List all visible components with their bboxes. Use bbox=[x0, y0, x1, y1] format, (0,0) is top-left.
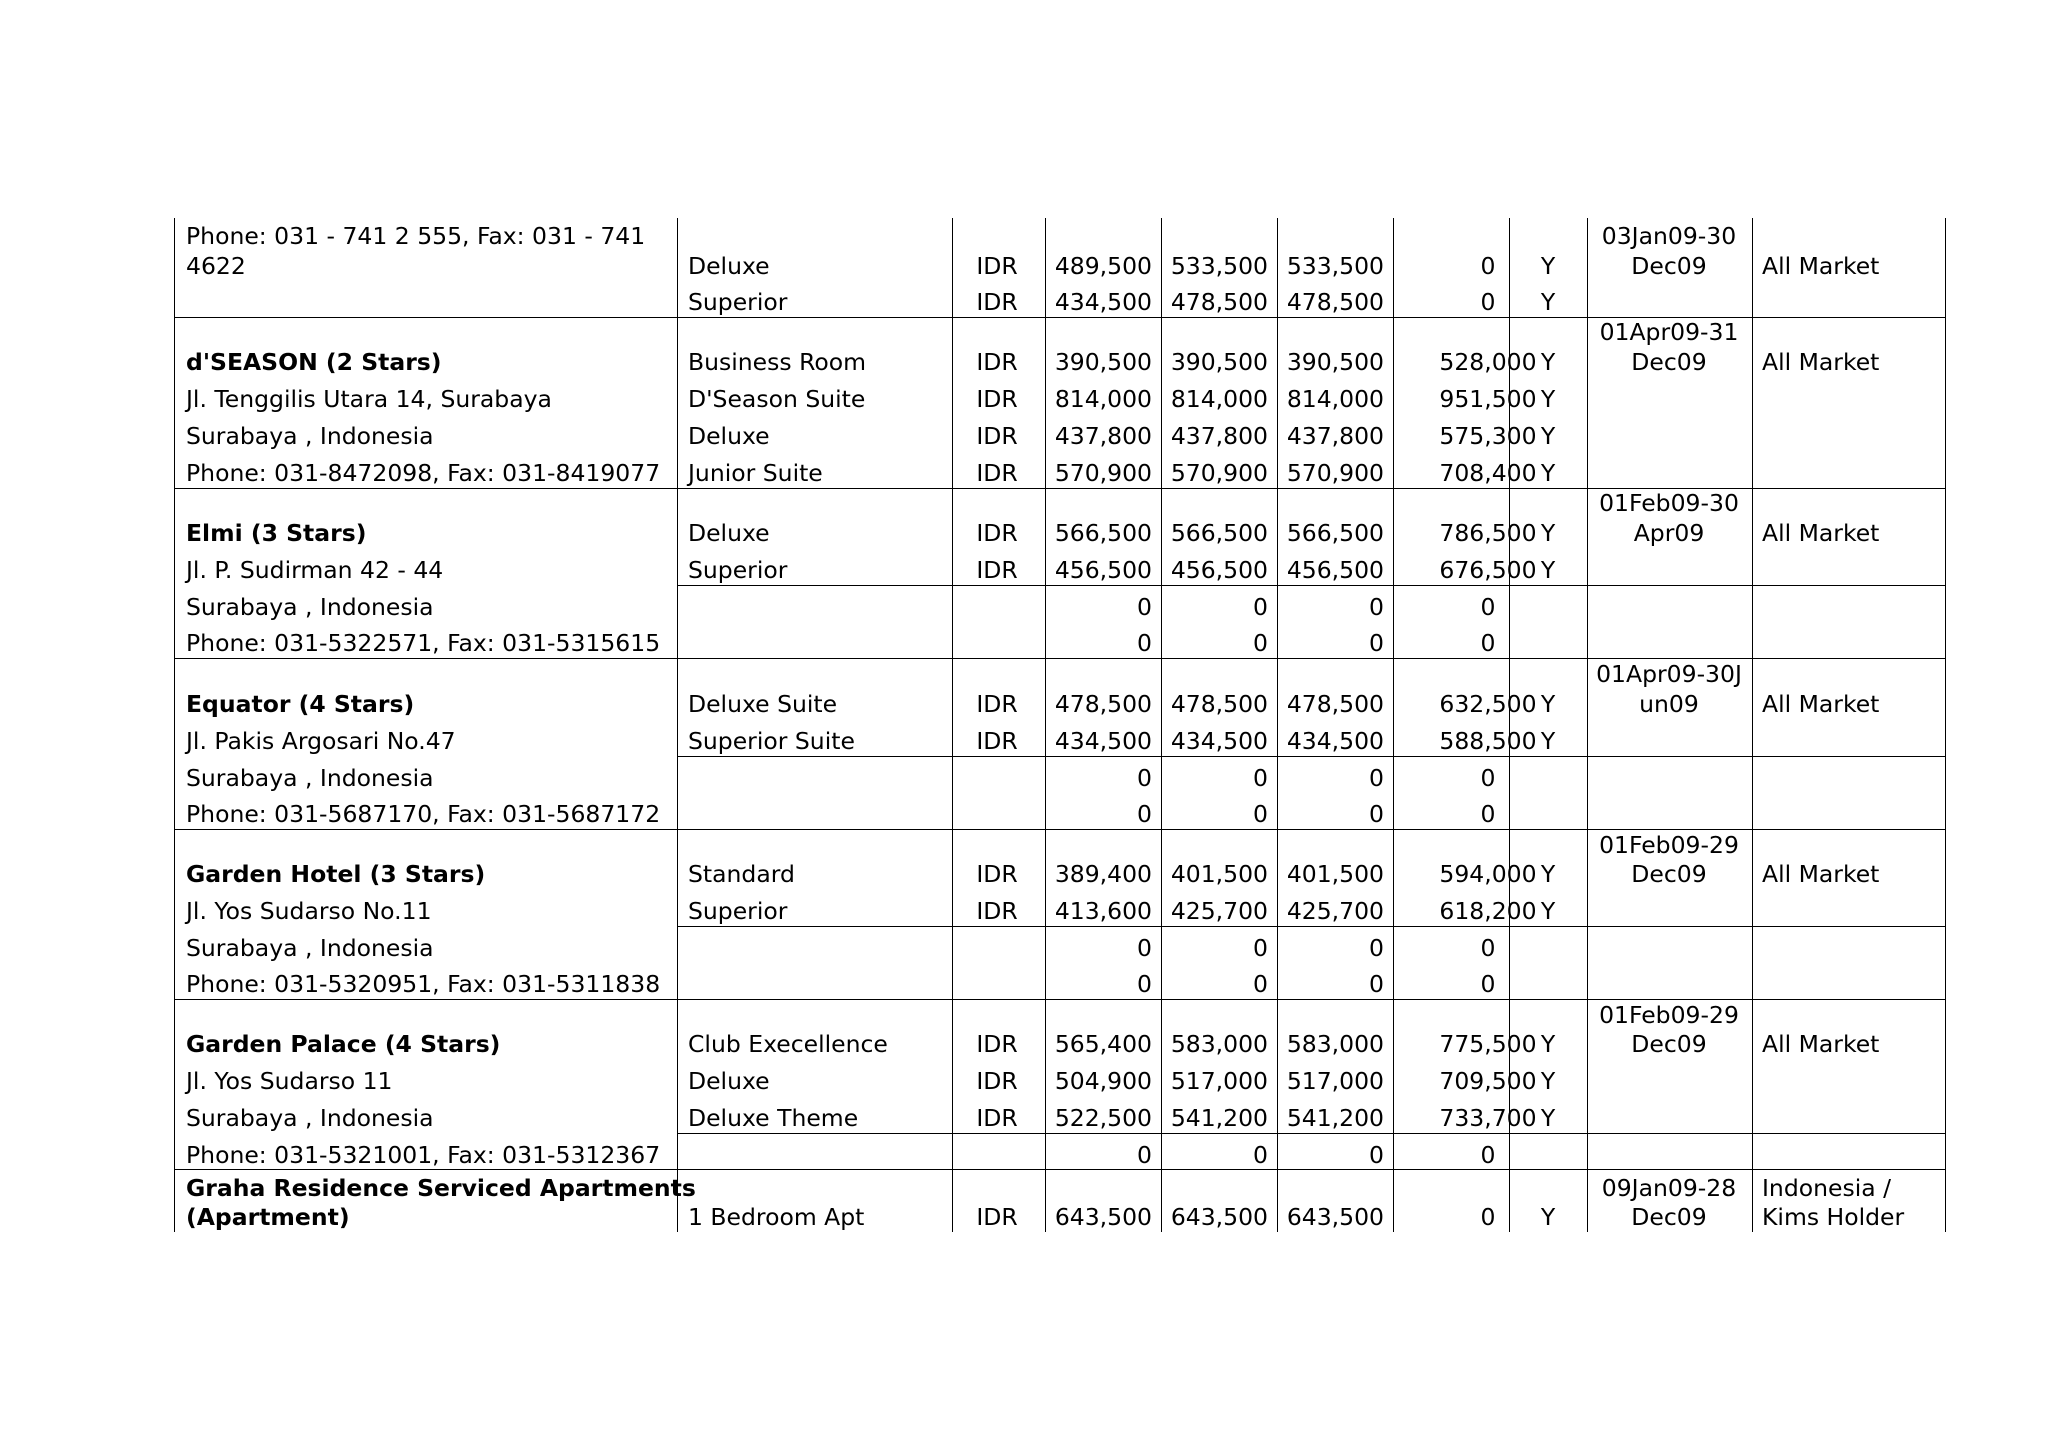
validity-period: 01Feb09-30 bbox=[1599, 489, 1739, 517]
rate-double: 643,500 bbox=[1170, 1203, 1268, 1231]
breakfast-flag: Y bbox=[1540, 556, 1556, 584]
rate-double: 0 bbox=[1253, 593, 1268, 621]
market-scope: All Market bbox=[1762, 252, 1880, 280]
rate-single: 0 bbox=[1137, 593, 1152, 621]
rate-twin: 643,500 bbox=[1286, 1203, 1384, 1231]
room-type: Superior bbox=[688, 288, 788, 316]
rate-double: 541,200 bbox=[1170, 1104, 1268, 1132]
rate-single: 478,500 bbox=[1054, 690, 1152, 718]
hotel-info-line: Jl. Yos Sudarso 11 bbox=[186, 1067, 393, 1095]
currency: IDR bbox=[976, 1203, 1018, 1231]
breakfast-flag: Y bbox=[1540, 422, 1556, 450]
rate-double: 401,500 bbox=[1170, 860, 1268, 888]
currency: IDR bbox=[976, 459, 1018, 487]
currency: IDR bbox=[976, 422, 1018, 450]
rate-extra: 632,500 bbox=[1439, 690, 1537, 718]
rate-single: 643,500 bbox=[1054, 1203, 1152, 1231]
rate-twin: 0 bbox=[1369, 1141, 1384, 1169]
rate-twin: 0 bbox=[1369, 629, 1384, 657]
breakfast-flag: Y bbox=[1540, 252, 1556, 280]
validity-period: 09Jan09-28 bbox=[1601, 1174, 1737, 1202]
rate-extra: 0 bbox=[1480, 764, 1496, 792]
rate-single: 0 bbox=[1137, 764, 1152, 792]
rate-extra: 709,500 bbox=[1439, 1067, 1537, 1095]
rate-single: 413,600 bbox=[1054, 897, 1152, 925]
rate-twin: 0 bbox=[1369, 970, 1384, 998]
breakfast-flag: Y bbox=[1540, 1203, 1556, 1231]
rate-twin: 566,500 bbox=[1286, 519, 1384, 547]
room-type: 1 Bedroom Apt bbox=[688, 1203, 865, 1231]
market-scope: Indonesia / bbox=[1762, 1174, 1892, 1202]
rate-extra: 0 bbox=[1480, 288, 1496, 316]
validity-period: 01Feb09-29 bbox=[1599, 1001, 1739, 1029]
hotel-info-line: Garden Hotel (3 Stars) bbox=[186, 860, 486, 888]
rate-double: 390,500 bbox=[1170, 348, 1268, 376]
rate-twin: 533,500 bbox=[1286, 252, 1384, 280]
hotel-info-line: Phone: 031-5321001, Fax: 031-5312367 bbox=[186, 1141, 661, 1169]
currency: IDR bbox=[976, 252, 1018, 280]
rate-single: 566,500 bbox=[1054, 519, 1152, 547]
market-scope: Kims Holder bbox=[1762, 1203, 1905, 1231]
rate-single: 434,500 bbox=[1054, 288, 1152, 316]
column-rule bbox=[174, 218, 175, 1232]
rate-double: 583,000 bbox=[1170, 1030, 1268, 1058]
room-type: Deluxe bbox=[688, 252, 770, 280]
rate-double: 0 bbox=[1253, 1141, 1268, 1169]
breakfast-flag: Y bbox=[1540, 1067, 1556, 1095]
rate-double: 0 bbox=[1253, 934, 1268, 962]
rate-extra: 708,400 bbox=[1439, 459, 1537, 487]
hotel-info-line: Phone: 031-5320951, Fax: 031-5311838 bbox=[186, 970, 661, 998]
hotel-info-line: 4622 bbox=[186, 252, 246, 280]
rate-single: 456,500 bbox=[1054, 556, 1152, 584]
room-type: Deluxe bbox=[688, 519, 770, 547]
rate-extra: 0 bbox=[1480, 252, 1496, 280]
rate-extra: 0 bbox=[1480, 800, 1496, 828]
rate-single: 504,900 bbox=[1054, 1067, 1152, 1095]
currency: IDR bbox=[976, 1067, 1018, 1095]
market-scope: All Market bbox=[1762, 1030, 1880, 1058]
hotel-info-line: (Apartment) bbox=[186, 1203, 350, 1231]
room-type: Deluxe bbox=[688, 1067, 770, 1095]
currency: IDR bbox=[976, 690, 1018, 718]
validity-period: Dec09 bbox=[1631, 860, 1707, 888]
currency: IDR bbox=[976, 348, 1018, 376]
rate-twin: 517,000 bbox=[1286, 1067, 1384, 1095]
rate-extra: 0 bbox=[1480, 1203, 1496, 1231]
rate-double: 570,900 bbox=[1170, 459, 1268, 487]
rate-double: 425,700 bbox=[1170, 897, 1268, 925]
room-type: Superior Suite bbox=[688, 727, 855, 755]
room-type: Business Room bbox=[688, 348, 867, 376]
hotel-info-line: Garden Palace (4 Stars) bbox=[186, 1030, 501, 1058]
currency: IDR bbox=[976, 860, 1018, 888]
rate-double: 478,500 bbox=[1170, 288, 1268, 316]
breakfast-flag: Y bbox=[1540, 727, 1556, 755]
validity-period: 01Feb09-29 bbox=[1599, 831, 1739, 859]
rate-extra: 528,000 bbox=[1439, 348, 1537, 376]
rate-twin: 0 bbox=[1369, 764, 1384, 792]
market-scope: All Market bbox=[1762, 348, 1880, 376]
rate-single: 0 bbox=[1137, 800, 1152, 828]
rate-double: 456,500 bbox=[1170, 556, 1268, 584]
room-type: Deluxe Suite bbox=[688, 690, 838, 718]
breakfast-flag: Y bbox=[1540, 288, 1556, 316]
column-rule bbox=[677, 218, 678, 1232]
rate-single: 0 bbox=[1137, 970, 1152, 998]
breakfast-flag: Y bbox=[1540, 1104, 1556, 1132]
rate-double: 0 bbox=[1253, 764, 1268, 792]
rate-twin: 478,500 bbox=[1286, 690, 1384, 718]
rate-double: 434,500 bbox=[1170, 727, 1268, 755]
validity-period: Dec09 bbox=[1631, 348, 1707, 376]
hotel-info-line: Phone: 031-8472098, Fax: 031-8419077 bbox=[186, 459, 661, 487]
column-rule bbox=[1945, 218, 1946, 1232]
rate-double: 566,500 bbox=[1170, 519, 1268, 547]
room-type: D'Season Suite bbox=[688, 385, 866, 413]
validity-period: Dec09 bbox=[1631, 1030, 1707, 1058]
rate-extra: 0 bbox=[1480, 593, 1496, 621]
sub-row-rule bbox=[677, 756, 1945, 757]
breakfast-flag: Y bbox=[1540, 519, 1556, 547]
rate-single: 390,500 bbox=[1054, 348, 1152, 376]
currency: IDR bbox=[976, 1030, 1018, 1058]
rate-extra: 0 bbox=[1480, 970, 1496, 998]
rate-twin: 583,000 bbox=[1286, 1030, 1384, 1058]
rate-single: 522,500 bbox=[1054, 1104, 1152, 1132]
rate-twin: 541,200 bbox=[1286, 1104, 1384, 1132]
market-scope: All Market bbox=[1762, 690, 1880, 718]
hotel-info-line: Jl. P. Sudirman 42 - 44 bbox=[186, 556, 444, 584]
rate-double: 814,000 bbox=[1170, 385, 1268, 413]
currency: IDR bbox=[976, 556, 1018, 584]
room-type: Junior Suite bbox=[688, 459, 823, 487]
validity-period: Dec09 bbox=[1631, 1203, 1707, 1231]
rate-twin: 814,000 bbox=[1286, 385, 1384, 413]
rate-twin: 401,500 bbox=[1286, 860, 1384, 888]
rate-twin: 434,500 bbox=[1286, 727, 1384, 755]
sub-row-rule bbox=[677, 585, 1945, 586]
rate-twin: 0 bbox=[1369, 800, 1384, 828]
rate-double: 0 bbox=[1253, 800, 1268, 828]
rate-twin: 456,500 bbox=[1286, 556, 1384, 584]
hotel-info-line: Surabaya , Indonesia bbox=[186, 593, 434, 621]
rate-single: 489,500 bbox=[1054, 252, 1152, 280]
rate-extra: 733,700 bbox=[1439, 1104, 1537, 1132]
currency: IDR bbox=[976, 288, 1018, 316]
sub-row-rule bbox=[677, 926, 1945, 927]
hotel-info-line: Elmi (3 Stars) bbox=[186, 519, 367, 547]
breakfast-flag: Y bbox=[1540, 860, 1556, 888]
hotel-info-line: Surabaya , Indonesia bbox=[186, 422, 434, 450]
hotel-info-line: Equator (4 Stars) bbox=[186, 690, 415, 718]
rate-double: 437,800 bbox=[1170, 422, 1268, 450]
rate-single: 814,000 bbox=[1054, 385, 1152, 413]
market-scope: All Market bbox=[1762, 860, 1880, 888]
breakfast-flag: Y bbox=[1540, 690, 1556, 718]
currency: IDR bbox=[976, 897, 1018, 925]
hotel-info-line: Surabaya , Indonesia bbox=[186, 934, 434, 962]
hotel-info-line: Phone: 031-5687170, Fax: 031-5687172 bbox=[186, 800, 661, 828]
rate-extra: 775,500 bbox=[1439, 1030, 1537, 1058]
hotel-info-line: Phone: 031-5322571, Fax: 031-5315615 bbox=[186, 629, 661, 657]
breakfast-flag: Y bbox=[1540, 385, 1556, 413]
validity-period: 01Apr09-30J bbox=[1596, 660, 1742, 688]
rate-single: 434,500 bbox=[1054, 727, 1152, 755]
room-type: Superior bbox=[688, 556, 788, 584]
hotel-info-line: Surabaya , Indonesia bbox=[186, 1104, 434, 1132]
rate-single: 0 bbox=[1137, 1141, 1152, 1169]
rate-extra: 575,300 bbox=[1439, 422, 1537, 450]
validity-period: un09 bbox=[1639, 690, 1699, 718]
room-type: Club Execellence bbox=[688, 1030, 888, 1058]
hotel-info-line: Jl. Pakis Argosari No.47 bbox=[186, 727, 456, 755]
rate-single: 0 bbox=[1137, 629, 1152, 657]
rate-single: 437,800 bbox=[1054, 422, 1152, 450]
rate-double: 533,500 bbox=[1170, 252, 1268, 280]
currency: IDR bbox=[976, 385, 1018, 413]
rate-double: 0 bbox=[1253, 629, 1268, 657]
hotel-info-line: Phone: 031 - 741 2 555, Fax: 031 - 741 bbox=[186, 222, 646, 250]
hotel-info-line: Surabaya , Indonesia bbox=[186, 764, 434, 792]
validity-period: Dec09 bbox=[1631, 252, 1707, 280]
currency: IDR bbox=[976, 727, 1018, 755]
room-type: Standard bbox=[688, 860, 795, 888]
rate-single: 570,900 bbox=[1054, 459, 1152, 487]
rate-twin: 570,900 bbox=[1286, 459, 1384, 487]
rate-double: 478,500 bbox=[1170, 690, 1268, 718]
rate-twin: 425,700 bbox=[1286, 897, 1384, 925]
rate-extra: 0 bbox=[1480, 934, 1496, 962]
breakfast-flag: Y bbox=[1540, 348, 1556, 376]
rate-extra: 676,500 bbox=[1439, 556, 1537, 584]
room-type: Superior bbox=[688, 897, 788, 925]
rate-extra: 588,500 bbox=[1439, 727, 1537, 755]
room-type: Deluxe Theme bbox=[688, 1104, 859, 1132]
rate-twin: 437,800 bbox=[1286, 422, 1384, 450]
hotel-info-line: d'SEASON (2 Stars) bbox=[186, 348, 442, 376]
validity-period: Apr09 bbox=[1633, 519, 1705, 547]
rate-twin: 390,500 bbox=[1286, 348, 1384, 376]
validity-period: 01Apr09-31 bbox=[1599, 318, 1739, 346]
rate-extra: 618,200 bbox=[1439, 897, 1537, 925]
validity-period: 03Jan09-30 bbox=[1601, 222, 1737, 250]
rate-single: 0 bbox=[1137, 934, 1152, 962]
breakfast-flag: Y bbox=[1540, 897, 1556, 925]
rate-twin: 0 bbox=[1369, 934, 1384, 962]
hotel-info-line: Graha Residence Serviced Apartments bbox=[186, 1174, 696, 1202]
rate-twin: 0 bbox=[1369, 593, 1384, 621]
rate-single: 565,400 bbox=[1054, 1030, 1152, 1058]
hotel-info-line: Jl. Tenggilis Utara 14, Surabaya bbox=[186, 385, 552, 413]
currency: IDR bbox=[976, 1104, 1018, 1132]
breakfast-flag: Y bbox=[1540, 1030, 1556, 1058]
breakfast-flag: Y bbox=[1540, 459, 1556, 487]
rate-extra: 0 bbox=[1480, 629, 1496, 657]
rate-twin: 478,500 bbox=[1286, 288, 1384, 316]
market-scope: All Market bbox=[1762, 519, 1880, 547]
room-type: Deluxe bbox=[688, 422, 770, 450]
rate-extra: 951,500 bbox=[1439, 385, 1537, 413]
rate-extra: 594,000 bbox=[1439, 860, 1537, 888]
sub-row-rule bbox=[677, 1133, 1945, 1134]
rate-double: 517,000 bbox=[1170, 1067, 1268, 1095]
rate-extra: 786,500 bbox=[1439, 519, 1537, 547]
hotel-info-line: Jl. Yos Sudarso No.11 bbox=[186, 897, 432, 925]
rate-double: 0 bbox=[1253, 970, 1268, 998]
rate-extra: 0 bbox=[1480, 1141, 1496, 1169]
rate-single: 389,400 bbox=[1054, 860, 1152, 888]
currency: IDR bbox=[976, 519, 1018, 547]
